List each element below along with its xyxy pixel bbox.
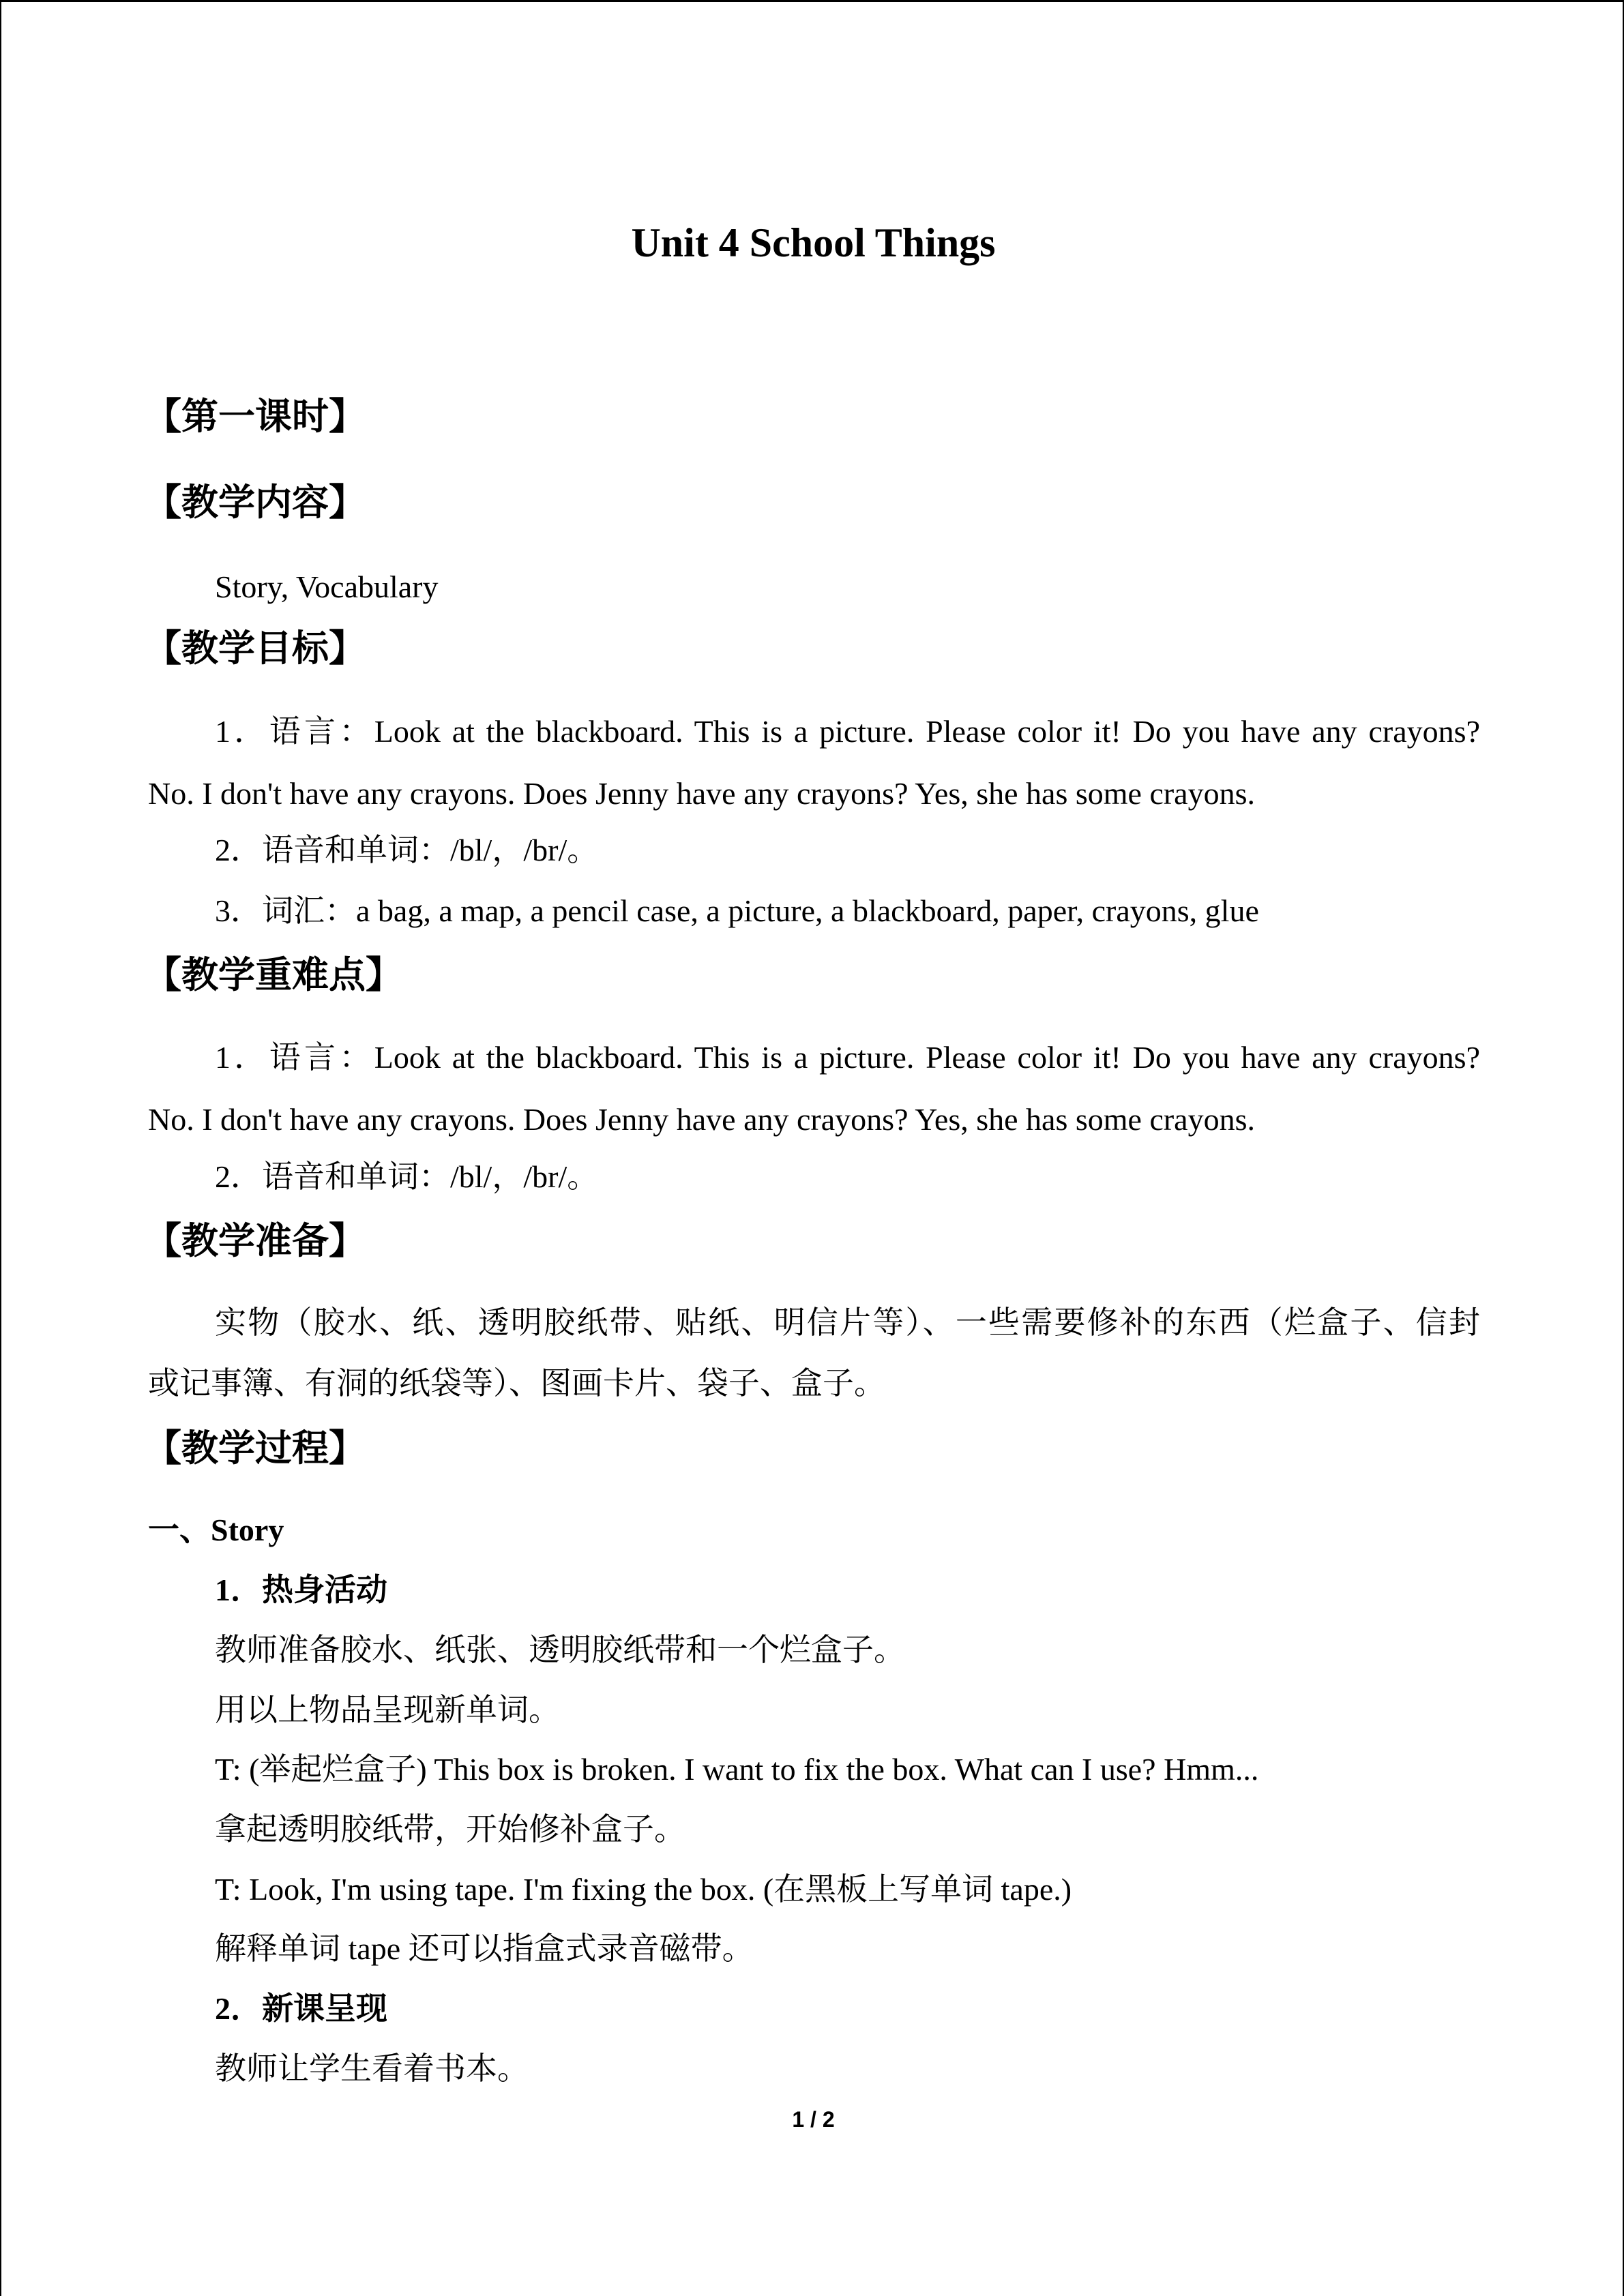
step-1-line: 解释单词 tape 还可以指盒式录音磁带。 xyxy=(215,1931,754,1966)
preparation-line-2: 或记事簿、有洞的纸袋等）、图画卡片、袋子、盒子。 xyxy=(148,1366,885,1401)
goal-1-line-1: 1．语言：Look at the blackboard. This is a picture. Please color it! Do you have any crayons? xyxy=(215,714,1480,749)
step-2-line: 教师让学生看着书本。 xyxy=(215,2051,529,2086)
preparation-line-1: 实物（胶水、纸、透明胶纸带、贴纸、明信片等）、一些需要修补的东西（烂盒子、信封 xyxy=(215,1305,1480,1340)
step-2-heading: 2．新课呈现 xyxy=(215,1991,387,2026)
content-text: Story, Vocabulary xyxy=(215,569,439,604)
process-part-heading: 一、Story xyxy=(148,1512,284,1547)
section-heading-goals: 【教学目标】 xyxy=(145,627,366,670)
step-1-line: 拿起透明胶纸带，开始修补盒子。 xyxy=(215,1812,685,1847)
section-heading-preparation: 【教学准备】 xyxy=(145,1219,366,1262)
step-1-line: 用以上物品呈现新单词。 xyxy=(215,1693,560,1727)
step-1-heading: 1．热身活动 xyxy=(215,1572,387,1607)
page-title: Unit 4 School Things xyxy=(631,220,996,265)
key-point-1-line-2: No. I don't have any crayons. Does Jenny have any crayons? Yes, she has some crayons. xyxy=(148,1102,1256,1137)
goal-3: 3．词汇：a bag, a map, a pencil case, a picture, a blackboard, paper, crayons, glue xyxy=(215,893,1259,928)
goal-2: 2．语音和单词：/bl/，/br/。 xyxy=(215,833,599,867)
section-heading-content: 【教学内容】 xyxy=(145,481,366,524)
step-1-line: T: Look, I'm using tape. I'm fixing the box. (在黑板上写单词 tape.) xyxy=(215,1872,1072,1907)
section-heading-key-points: 【教学重难点】 xyxy=(145,953,402,996)
page-number: 1 / 2 xyxy=(792,2107,835,2132)
section-heading-lesson: 【第一课时】 xyxy=(145,395,366,438)
key-point-1-line-1: 1．语言：Look at the blackboard. This is a picture. Please color it! Do you have any crayons? xyxy=(215,1040,1480,1075)
section-heading-process: 【教学过程】 xyxy=(145,1427,366,1470)
key-point-2: 2．语音和单词：/bl/，/br/。 xyxy=(215,1159,599,1194)
step-1-line: 教师准备胶水、纸张、透明胶纸带和一个烂盒子。 xyxy=(215,1632,905,1667)
step-1-line: T: (举起烂盒子) This box is broken. I want to fix the box. What can I use? Hmm... xyxy=(215,1752,1259,1787)
goal-1-line-2: No. I don't have any crayons. Does Jenny have any crayons? Yes, she has some crayons. xyxy=(148,776,1256,811)
